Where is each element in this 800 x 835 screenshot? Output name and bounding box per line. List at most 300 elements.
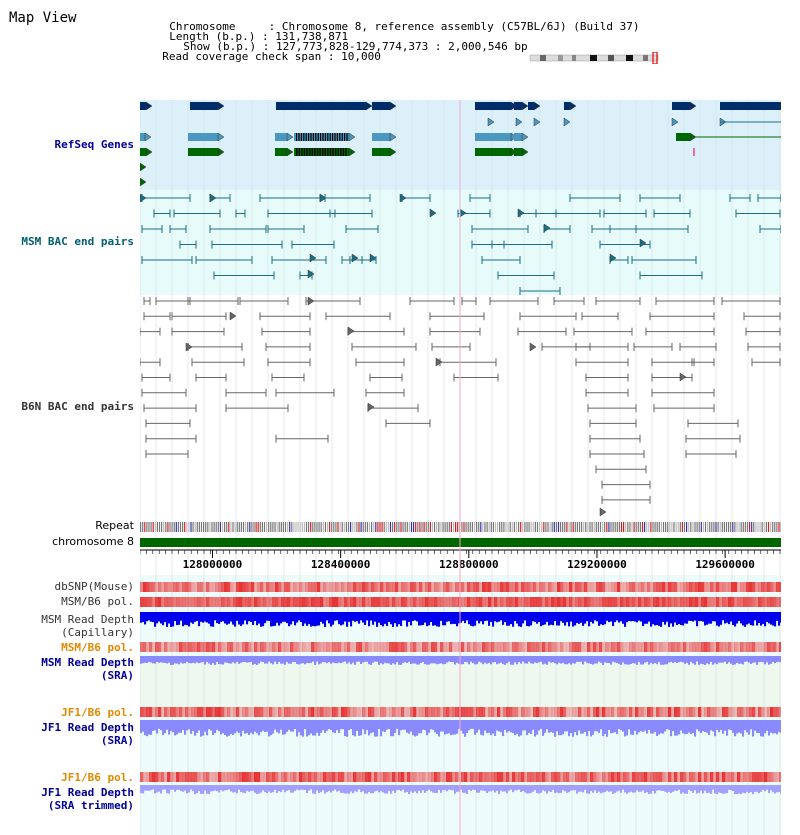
- jf1-b6-pol-heat: [146, 707, 149, 717]
- jf1-depth-trimmed: [496, 785, 498, 791]
- repeat-mark: [472, 522, 473, 532]
- msm-b6-pol-heat: [677, 597, 680, 607]
- jf1-depth-trimmed: [700, 785, 702, 791]
- msm-depth-capillary: [250, 612, 252, 622]
- jf1-b6-pol-heat: [431, 707, 434, 717]
- repeat-mark: [331, 522, 332, 532]
- msm-depth-capillary: [538, 612, 540, 622]
- jf1-depth-trimmed: [148, 785, 150, 791]
- msm-depth-sra: [268, 656, 270, 662]
- jf1-b6-pol-heat: [281, 707, 284, 717]
- repeat-mark: [207, 522, 208, 532]
- msm-b6-pol2-heat: [332, 642, 335, 652]
- jf1-depth-sra: [694, 720, 696, 737]
- jf1-depth-trimmed: [584, 785, 586, 790]
- track-label-refseq[interactable]: RefSeq Genes: [54, 138, 134, 151]
- jf1-depth-sra: [270, 720, 272, 735]
- msm-b6-pol2-heat: [308, 642, 311, 652]
- msm-depth-capillary: [734, 612, 736, 627]
- msm-depth-capillary: [684, 612, 686, 623]
- msm-depth-sra: [590, 656, 592, 664]
- repeat-mark: [224, 522, 225, 532]
- msm-depth-sra: [712, 656, 714, 665]
- jf1-depth-sra: [196, 720, 198, 733]
- msm-depth-capillary: [542, 612, 544, 625]
- msm-depth-sra: [448, 656, 450, 662]
- msm-b6-pol-heat: [401, 597, 404, 607]
- dbsnp-heat: [272, 582, 275, 592]
- jf1-depth-sra: [770, 720, 772, 733]
- jf1-depth-sra: [752, 720, 754, 737]
- jf1-depth-trimmed: [240, 785, 242, 792]
- msm-b6-pol2-heat: [470, 642, 473, 652]
- msm-b6-pol2-heat: [752, 642, 755, 652]
- dbsnp-heat: [761, 582, 764, 592]
- jf1-depth-sra: [184, 720, 186, 735]
- msm-depth-sra: [716, 656, 718, 664]
- jf1-depth-sra: [372, 720, 374, 732]
- jf1-depth-sra: [418, 720, 420, 733]
- repeat-mark: [550, 522, 551, 532]
- jf1-b6-pol-heat: [329, 707, 332, 717]
- jf1-depth-sra: [700, 720, 702, 733]
- repeat-mark: [174, 522, 175, 532]
- repeat-mark: [218, 522, 219, 532]
- jf1-depth-sra: [524, 720, 526, 730]
- msm-b6-pol2-heat: [725, 642, 728, 652]
- jf1-b6-pol2-heat: [740, 772, 743, 782]
- msm-b6-pol2-heat: [707, 642, 710, 652]
- msm-b6-pol2-heat: [689, 642, 692, 652]
- msm-depth-sra: [660, 656, 662, 665]
- msm-depth-sra: [422, 656, 424, 662]
- msm-b6-pol2-heat: [656, 642, 659, 652]
- dbsnp-heat: [569, 582, 572, 592]
- msm-depth-sra: [444, 656, 446, 664]
- msm-b6-pol-heat: [623, 597, 626, 607]
- jf1-b6-pol-heat: [671, 707, 674, 717]
- msm-depth-capillary: [162, 612, 164, 625]
- jf1-depth-trimmed: [608, 785, 610, 792]
- msm-b6-pol-heat: [338, 597, 341, 607]
- jf1-depth-trimmed: [146, 785, 148, 791]
- repeat-mark: [300, 522, 301, 532]
- jf1-b6-pol-heat: [593, 707, 596, 717]
- msm-b6-pol-heat: [197, 597, 200, 607]
- msm-b6-pol2-heat: [629, 642, 632, 652]
- msm-b6-pol-heat: [752, 597, 755, 607]
- repeat-mark: [394, 522, 395, 532]
- dbsnp-heat: [551, 582, 554, 592]
- msm-depth-capillary: [560, 612, 562, 621]
- msm-b6-pol2-heat: [719, 642, 722, 652]
- jf1-depth-sra: [406, 720, 408, 733]
- jf1-depth-trimmed: [336, 785, 338, 792]
- msm-depth-sra: [570, 656, 572, 665]
- jf1-b6-pol-heat: [185, 707, 188, 717]
- jf1-depth-trimmed: [296, 785, 298, 790]
- msm-b6-pol2-heat: [734, 642, 737, 652]
- msm-b6-pol2-heat: [188, 642, 191, 652]
- repeat-mark: [323, 522, 324, 532]
- jf1-depth-sra: [514, 720, 516, 735]
- jf1-depth-sra: [360, 720, 362, 735]
- msm-depth-capillary: [640, 612, 642, 622]
- msm-b6-pol-heat: [446, 597, 449, 607]
- jf1-b6-pol2-heat: [386, 772, 389, 782]
- msm-depth-sra: [762, 656, 764, 662]
- msm-depth-sra: [220, 656, 222, 664]
- msm-depth-sra: [506, 656, 508, 663]
- jf1-depth-sra: [244, 720, 246, 734]
- jf1-depth-trimmed: [276, 785, 278, 793]
- exon: [301, 133, 302, 141]
- dbsnp-heat: [359, 582, 362, 592]
- jf1-depth-trimmed: [588, 785, 590, 794]
- jf1-depth-trimmed: [434, 785, 436, 793]
- jf1-b6-pol2-heat: [440, 772, 443, 782]
- jf1-depth-trimmed: [478, 785, 480, 793]
- jf1-b6-pol2-heat: [251, 772, 254, 782]
- msm-depth-capillary: [364, 612, 366, 625]
- msm-b6-pol2-heat: [482, 642, 485, 652]
- jf1-b6-pol-heat: [206, 707, 209, 717]
- jf1-depth-trimmed: [670, 785, 672, 793]
- msm-depth-capillary: [446, 612, 448, 622]
- msm-b6-pol2-heat: [491, 642, 494, 652]
- msm-depth-sra: [484, 656, 486, 663]
- dbsnp-heat: [371, 582, 374, 592]
- dbsnp-heat: [680, 582, 683, 592]
- msm-depth-capillary: [588, 612, 590, 626]
- repeat-mark: [571, 522, 572, 532]
- msm-b6-pol2-heat: [767, 642, 770, 652]
- repeat-mark: [333, 522, 334, 532]
- jf1-depth-trimmed: [372, 785, 374, 793]
- dbsnp-heat: [338, 582, 341, 592]
- jf1-depth-trimmed: [404, 785, 406, 793]
- jf1-depth-trimmed: [582, 785, 584, 792]
- msm-depth-capillary: [464, 612, 466, 623]
- msm-depth-sra: [390, 656, 392, 665]
- msm-depth-sra: [202, 656, 204, 662]
- msm-b6-pol-heat: [695, 597, 698, 607]
- jf1-b6-pol-heat: [197, 707, 200, 717]
- jf1-b6-pol-heat: [377, 707, 380, 717]
- jf1-depth-sra: [722, 720, 724, 734]
- msm-depth-sra: [632, 656, 634, 663]
- msm-depth-capillary: [244, 612, 246, 620]
- jf1-b6-pol2-heat: [296, 772, 299, 782]
- msm-depth-sra: [234, 656, 236, 663]
- msm-b6-pol-heat: [683, 597, 686, 607]
- msm-b6-pol2-heat: [530, 642, 533, 652]
- msm-depth-capillary: [210, 612, 212, 626]
- jf1-depth-sra: [228, 720, 230, 736]
- msm-b6-pol-heat: [215, 597, 218, 607]
- msm-depth-sra: [198, 656, 200, 663]
- msm-b6-pol2-heat: [425, 642, 428, 652]
- msm-depth-capillary: [218, 612, 220, 624]
- dbsnp-heat: [269, 582, 272, 592]
- msm-depth-capillary: [762, 612, 764, 624]
- jf1-depth-sra: [420, 720, 422, 733]
- dbsnp-heat: [437, 582, 440, 592]
- msm-b6-pol2-heat: [716, 642, 719, 652]
- msm-b6-pol2-heat: [638, 642, 641, 652]
- msm-b6-pol2-heat: [182, 642, 185, 652]
- msm-depth-sra: [728, 656, 730, 662]
- msm-depth-capillary: [708, 612, 710, 624]
- msm-depth-sra: [644, 656, 646, 663]
- jf1-b6-pol2-heat: [233, 772, 236, 782]
- msm-depth-capillary: [372, 612, 374, 625]
- msm-b6-pol-heat: [500, 597, 503, 607]
- jf1-b6-pol2-heat: [545, 772, 548, 782]
- msm-depth-sra: [414, 656, 416, 664]
- msm-depth-capillary: [228, 612, 230, 624]
- msm-depth-sra-line1: MSM Read Depth: [41, 656, 134, 669]
- msm-depth-sra: [750, 656, 752, 664]
- repeat-mark: [682, 522, 683, 532]
- msm-depth-sra: [240, 656, 242, 663]
- msm-depth-sra: [204, 656, 206, 665]
- jf1-b6-pol-heat: [767, 707, 770, 717]
- jf1-b6-pol-heat: [260, 707, 263, 717]
- genome-track-panel[interactable]: [140, 100, 781, 835]
- jf1-b6-pol2-heat: [557, 772, 560, 782]
- jf1-b6-pol-heat: [674, 707, 677, 717]
- repeat-mark: [762, 522, 763, 532]
- track-label-b6n-bac[interactable]: B6N BAC end pairs: [21, 400, 134, 413]
- jf1-b6-pol2-heat: [281, 772, 284, 782]
- jf1-depth-trimmed: [774, 785, 776, 793]
- jf1-b6-pol2-heat: [338, 772, 341, 782]
- jf1-depth-trimmed: [154, 785, 156, 793]
- jf1-b6-pol-heat: [479, 707, 482, 717]
- repeat-mark: [543, 522, 544, 532]
- jf1-b6-pol-heat: [545, 707, 548, 717]
- jf1-b6-pol-heat: [758, 707, 761, 717]
- jf1-depth-sra: [632, 720, 634, 735]
- jf1-depth-trimmed: [198, 785, 200, 791]
- dbsnp-heat: [323, 582, 326, 592]
- msm-b6-pol-heat: [764, 597, 767, 607]
- msm-depth-capillary: [648, 612, 650, 622]
- jf1-b6-pol2-heat: [215, 772, 218, 782]
- msm-b6-pol2-heat: [389, 642, 392, 652]
- jf1-b6-pol-heat: [704, 707, 707, 717]
- dbsnp-heat: [485, 582, 488, 592]
- msm-b6-pol2-heat: [233, 642, 236, 652]
- repeat-mark: [680, 522, 681, 532]
- dbsnp-heat: [764, 582, 767, 592]
- msm-depth-sra: [686, 656, 688, 663]
- jf1-depth-trimmed: [524, 785, 526, 792]
- jf1-depth-trimmed: [166, 785, 168, 793]
- msm-depth-capillary: [340, 612, 342, 625]
- repeat-mark: [770, 522, 771, 532]
- msm-depth-capillary: [472, 612, 474, 626]
- msm-b6-pol2-heat: [641, 642, 644, 652]
- msm-depth-capillary: [386, 612, 388, 626]
- jf1-b6-pol-heat: [248, 707, 251, 717]
- jf1-b6-pol-heat: [305, 707, 308, 717]
- msm-depth-sra: [664, 656, 666, 664]
- msm-depth-capillary: [596, 612, 598, 621]
- msm-b6-pol-heat: [263, 597, 266, 607]
- msm-depth-capillary: [706, 612, 708, 625]
- jf1-depth-trimmed: [630, 785, 632, 792]
- msm-depth-sra: [178, 656, 180, 664]
- jf1-b6-pol2-heat: [224, 772, 227, 782]
- jf1-depth-trimmed: [280, 785, 282, 792]
- msm-depth-sra: [498, 656, 500, 663]
- gene-block: [528, 102, 534, 110]
- jf1-depth-trimmed: [554, 785, 556, 793]
- msm-b6-pol2-heat: [305, 642, 308, 652]
- jf1-b6-pol2-heat: [311, 772, 314, 782]
- dbsnp-heat: [725, 582, 728, 592]
- jf1-depth-trimmed: [294, 785, 296, 791]
- msm-depth-sra: [596, 656, 598, 663]
- msm-depth-sra: [758, 656, 760, 662]
- jf1-b6-pol-heat: [527, 707, 530, 717]
- jf1-depth-trimmed: [566, 785, 568, 793]
- jf1-b6-pol-heat: [323, 707, 326, 717]
- jf1-b6-pol2-heat: [737, 772, 740, 782]
- msm-depth-capillary: [402, 612, 404, 620]
- jf1-depth-trimmed: [318, 785, 320, 793]
- msm-b6-pol-heat: [143, 597, 146, 607]
- jf1-depth-sra: [688, 720, 690, 732]
- repeat-mark: [463, 522, 464, 532]
- dbsnp-heat: [716, 582, 719, 592]
- jf1-b6-pol-heat: [620, 707, 623, 717]
- repeat-mark: [489, 522, 490, 532]
- msm-b6-pol-heat: [347, 597, 350, 607]
- jf1-depth-trimmed: [242, 785, 244, 793]
- dbsnp-heat: [731, 582, 734, 592]
- jf1-depth-trimmed: [370, 785, 372, 793]
- jf1-depth-trimmed: [768, 785, 770, 793]
- repeat-mark: [203, 522, 204, 532]
- msm-depth-capillary: [658, 612, 660, 626]
- msm-b6-pol-heat: [209, 597, 212, 607]
- dbsnp-heat: [491, 582, 494, 592]
- repeat-mark: [382, 522, 383, 532]
- exon: [346, 133, 347, 141]
- msm-b6-pol2-heat: [650, 642, 653, 652]
- repeat-mark: [289, 522, 290, 532]
- msm-depth-capillary: [326, 612, 328, 620]
- repeat-mark: [253, 522, 254, 532]
- repeat-mark: [335, 522, 336, 532]
- repeat-mark: [665, 522, 666, 532]
- jf1-depth-trimmed: [278, 785, 280, 791]
- jf1-depth-trimmed: [606, 785, 608, 791]
- msm-depth-sra: [300, 656, 302, 664]
- msm-depth-sra: [242, 656, 244, 662]
- jf1-depth-trimmed: [328, 785, 330, 791]
- jf1-depth-sra: [436, 720, 438, 734]
- jf1-depth-sra: [646, 720, 648, 734]
- jf1-b6-pol2-heat: [479, 772, 482, 782]
- repeat-mark: [613, 522, 614, 532]
- repeat-mark: [585, 522, 586, 532]
- msm-depth-capillary: [186, 612, 188, 625]
- jf1-b6-pol-heat: [158, 707, 161, 717]
- jf1-depth-trimmed: [426, 785, 428, 791]
- msm-b6-pol-heat: [230, 597, 233, 607]
- msm-depth-capillary: [532, 612, 534, 621]
- msm-depth-sra: [520, 656, 522, 664]
- jf1-depth-sra: [626, 720, 628, 735]
- dbsnp-heat: [152, 582, 155, 592]
- jf1-b6-pol-heat: [194, 707, 197, 717]
- msm-depth-capillary: [310, 612, 312, 627]
- repeat-mark: [522, 522, 523, 532]
- msm-b6-pol2-heat: [176, 642, 179, 652]
- jf1-b6-pol-heat: [338, 707, 341, 717]
- track-label-msm-bac[interactable]: MSM BAC end pairs: [21, 235, 134, 248]
- msm-b6-pol-heat: [395, 597, 398, 607]
- msm-depth-capillary: [608, 612, 610, 622]
- jf1-b6-pol2-heat: [308, 772, 311, 782]
- axis-tick-label: 128000000: [182, 558, 243, 571]
- msm-depth-sra: [694, 656, 696, 665]
- msm-b6-pol-heat: [293, 597, 296, 607]
- msm-b6-pol-heat: [731, 597, 734, 607]
- jf1-b6-pol-heat: [641, 707, 644, 717]
- msm-b6-pol-heat: [530, 597, 533, 607]
- jf1-b6-pol2-heat: [293, 772, 296, 782]
- jf1-b6-pol2-heat: [326, 772, 329, 782]
- jf1-depth-sra: [226, 720, 228, 737]
- msm-depth-capillary: [252, 612, 254, 625]
- msm-depth-sra: [478, 656, 480, 662]
- msm-depth-capillary: [152, 612, 154, 622]
- msm-depth-capillary: [234, 612, 236, 627]
- jf1-depth-sra: [398, 720, 400, 735]
- msm-b6-pol2-heat: [731, 642, 734, 652]
- repeat-mark: [778, 522, 779, 532]
- repeat-mark: [606, 522, 607, 532]
- jf1-depth-sra: [674, 720, 676, 736]
- msm-depth-capillary: [174, 612, 176, 621]
- dbsnp-heat: [617, 582, 620, 592]
- msm-b6-pol-heat: [551, 597, 554, 607]
- msm-b6-pol-heat: [614, 597, 617, 607]
- msm-b6-pol-heat: [425, 597, 428, 607]
- msm-depth-capillary: [384, 612, 386, 624]
- dbsnp-heat: [209, 582, 212, 592]
- jf1-depth-trimmed: [708, 785, 710, 793]
- msm-b6-pol-heat: [161, 597, 164, 607]
- chromosome-ideogram[interactable]: [528, 52, 663, 64]
- jf1-b6-pol2-heat: [374, 772, 377, 782]
- msm-depth-sra: [746, 656, 748, 662]
- jf1-depth-sra: [528, 720, 530, 733]
- msm-depth-capillary: [758, 612, 760, 623]
- jf1-b6-pol2-heat: [437, 772, 440, 782]
- jf1-b6-pol2-heat: [260, 772, 263, 782]
- dbsnp-heat: [605, 582, 608, 592]
- dbsnp-heat: [593, 582, 596, 592]
- jf1-depth-sra: [156, 720, 158, 734]
- repeat-mark: [232, 522, 233, 532]
- jf1-depth-sra: [566, 720, 568, 731]
